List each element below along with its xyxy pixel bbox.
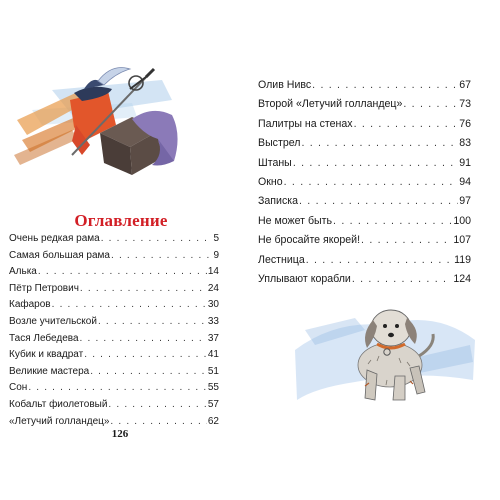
toc-entry [258,251,471,270]
toc-entry [9,331,219,348]
dot-leader [80,331,207,348]
toc-entry [9,231,219,248]
toc-entry-page: 76 [459,117,471,130]
dot-leader [354,115,459,134]
toc-entry-title: Штаны [258,156,292,169]
toc-entry-page: 119 [454,253,471,266]
toc-entry [258,134,471,153]
dot-leader [293,154,458,173]
toc-entry-page: 30 [207,299,219,311]
toc-entry-page: 9 [213,249,219,261]
toc-entry-title: Кафаров [9,299,51,311]
dot-leader [84,347,207,364]
toc-entry-title: Выстрел [258,137,301,150]
toc-entry-page: 5 [213,233,219,244]
dot-leader [352,270,452,289]
page-number: 126 [111,428,129,440]
dog-icon [295,290,475,405]
toc-entry [9,380,219,397]
dot-leader [52,297,207,314]
toc-entry [258,95,471,114]
toc-entry-page: 107 [453,234,471,247]
toc-entry [258,192,471,211]
toc-entry-page: 91 [459,156,471,169]
toc-entry-title: Не может быть [258,214,333,227]
toc-entry-title: Алька [9,266,37,278]
toc-entry-page: 83 [459,137,471,150]
dot-leader [299,192,458,211]
toc-entry-title: Олив Нивс [258,79,312,91]
toc-entry-title: Пётр Петрович [9,282,79,294]
dot-leader [98,314,207,331]
toc-entry-title: Не бросайте якорей! [258,234,361,247]
dot-leader [312,76,458,95]
toc-entry-page: 100 [453,214,471,227]
hat-rapier-box-icon [12,55,202,180]
toc-entry [258,154,471,173]
dot-leader [101,231,213,248]
dot-leader [28,380,207,397]
toc-entry [258,115,471,134]
toc-entry-page: 124 [453,272,471,285]
toc-entry-page: 57 [207,398,219,410]
toc-entry-page: 67 [459,79,471,91]
toc-entry [258,212,471,231]
toc-entry-title: Самая большая рама [9,249,110,261]
toc-entry [9,364,219,381]
toc-entry-page: 24 [207,282,219,294]
toc-list-right [258,76,471,289]
toc-entry-title: Окно [258,175,283,188]
toc-entry [258,173,471,192]
toc-entry-page: 55 [207,382,219,394]
dot-leader [38,264,207,281]
dot-leader [403,95,458,114]
toc-entry-title: Очень редкая рама [9,233,100,244]
toc-entry-page: 51 [207,365,219,377]
dot-leader [301,134,458,153]
toc-entry-page: 97 [459,195,471,208]
dot-leader [90,364,207,381]
toc-entry-title: Палитры на стенах [258,117,353,130]
toc-entry-title: Второй «Летучий голландец» [258,98,403,111]
toc-entry [9,281,219,298]
toc-entry-page: 94 [459,175,471,188]
toc-list-left [9,231,219,430]
dot-leader [333,212,452,231]
toc-entry-title: Кобальт фиолетовый [9,398,108,410]
toc-entry [258,231,471,250]
dot-leader [108,397,206,414]
toc-entry-title: Записка [258,195,299,208]
toc-entry [9,264,219,281]
toc-entry-title: Возле учительской [9,315,97,327]
toc-entry-title: Кубик и квадрат [9,349,84,361]
toc-entry-title: Тася Лебедева [9,332,79,344]
toc-entry-page: 73 [459,98,471,111]
toc-entry-page: 14 [207,266,219,278]
dot-leader [80,281,207,298]
toc-entry [9,314,219,331]
dot-leader [306,251,453,270]
toc-entry-title: Великие мастера [9,365,90,377]
toc-entry-page: 37 [207,332,219,344]
toc-heading: Оглавление [74,211,168,231]
toc-entry [258,76,471,95]
dot-leader [361,231,452,250]
toc-entry-title: Лестница [258,253,305,266]
toc-entry [9,397,219,414]
toc-entry [9,347,219,364]
toc-entry-page: 33 [207,315,219,327]
toc-entry-page: 62 [207,415,219,427]
toc-entry-title: «Летучий голландец» [9,415,110,427]
toc-entry-page: 41 [207,349,219,361]
toc-entry-title: Сон [9,382,28,394]
toc-entry [258,270,471,289]
toc-entry [9,248,219,265]
toc-entry-title: Уплывают корабли [258,272,351,285]
dot-leader [284,173,459,192]
dot-leader [111,248,212,265]
toc-entry [9,297,219,314]
